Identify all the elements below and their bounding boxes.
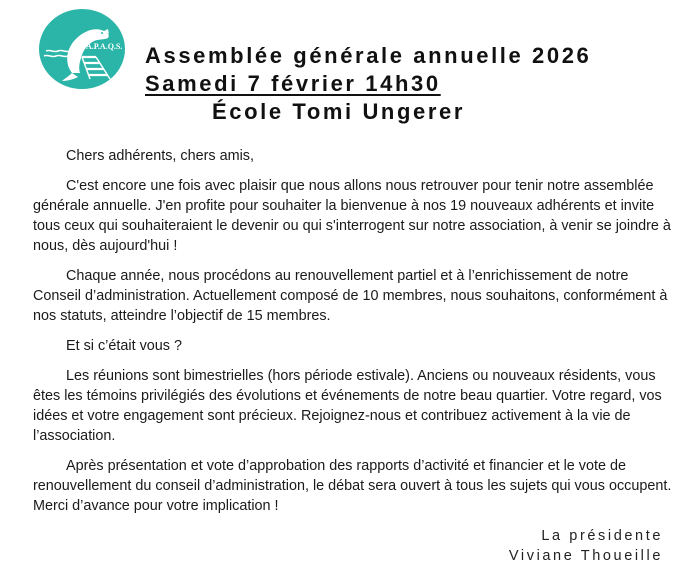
fish-leaping-over-footbridge-icon: [38, 7, 126, 91]
svg-text:A.P.A.Q.S.: A.P.A.Q.S.: [86, 42, 123, 51]
signature-role: La présidente: [541, 528, 663, 544]
event-date: Samedi 7 février 14h30: [145, 71, 441, 96]
signature: [509, 526, 663, 566]
signature-name: Viviane Thoueille: [508, 548, 663, 564]
event-location: École Tomi Ungerer: [212, 99, 465, 124]
page-title: Assemblée générale annuelle 2026: [145, 43, 592, 68]
letter-body: [33, 146, 673, 526]
paragraph-meetings: Les réunions sont bimestrielles (hors période estivale). Anciens ou nouveaux résidents, vous êtes les témoins privilégiés des évolutions et événements de notre beau quartier. Votre regard, vos idées et votre engagement sont précieux. Rejoignez-nous et contribuez activement à la vie de l’association.: [33, 368, 662, 444]
paragraph-board: Chaque année, nous procédons au renouvellement partiel et à l’enrichissement de notre Conseil d’administration. Actuellement composé de 10 membres, nous souhaitons, conformément à nos statuts, atteindre l’objectif de 15 membres.: [33, 268, 668, 324]
paragraph-question: Et si c’était vous ?: [66, 338, 182, 354]
paragraph-welcome: C'est encore une fois avec plaisir que nous allons nous retrouver pour tenir notre assemblée générale annuelle. J'en profite pour souhaiter la bienvenue à nos 19 nouveaux adhérents et invite tous ceux qui souhaiteraient le devenir ou qui s'interrogent sur notre association, à venir se joindre à nous, dès aujourd'hui !: [33, 178, 671, 254]
apaqs-logo: [38, 7, 126, 91]
greeting: Chers adhérents, chers amis,: [66, 148, 254, 164]
paragraph-agenda: Après présentation et vote d’approbation des rapports d’activité et financier et le vote de renouvellement du conseil d’administration, le débat sera ouvert à tous les sujets qui vous occupent. Merci d’avance pour votre implication !: [33, 458, 672, 514]
